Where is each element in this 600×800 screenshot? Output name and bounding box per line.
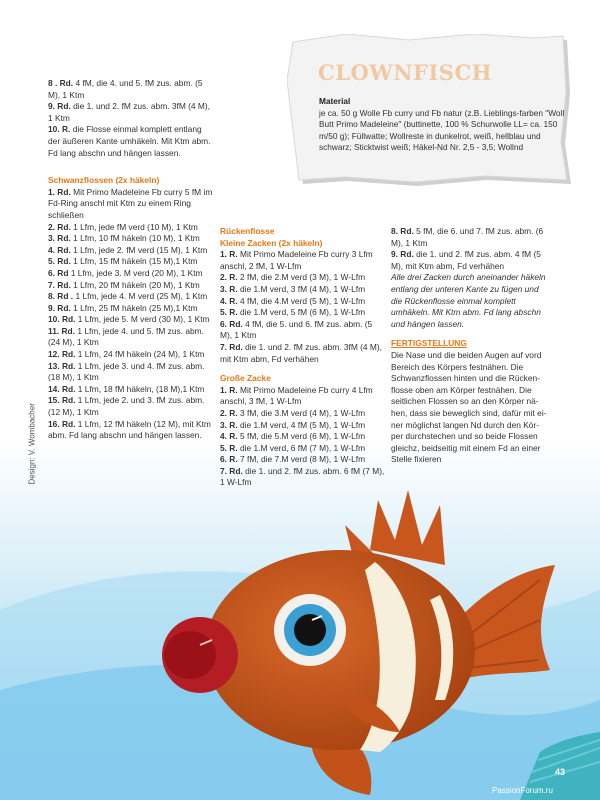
row-line: 5. R. die 1.M verd, 5 fM (6 M), 1 W-Lfm [220, 307, 366, 318]
row-line: 11. Rd. 1 Lfm, jede 4. und 5. fM zus. abm. (24 M), 1 Ktm [48, 325, 204, 348]
row-line: 8 . Rd. 4 fM, die 4. und 5. fM zus. abm. (5 M), 1 Ktm [48, 78, 203, 100]
section-heading-schwanzflossen: Schwanzflossen (2x häkeln) [48, 175, 160, 186]
section-heading-grosse-zacke: Große Zacke [220, 373, 271, 384]
row-line: 2. Rd. 1 Lfm, jede fM verd (10 M), 1 Ktm [48, 221, 198, 232]
row-line: 9. Rd. 1 Lfm, 25 fM häkeln (25 M),1 Ktm [48, 302, 198, 313]
row-line: 4. R. 4 fM, die 4.M verd (5 M), 1 W-Lfm [220, 295, 366, 306]
row-line: 13. Rd. 1 Lfm, jede 3. und 4. fM zus. abm. (18 M), 1 Ktm [48, 360, 205, 383]
row-line: 8. Rd. 5 fM, die 6. und 7. fM zus. abm. (6 M), 1 Ktm [391, 226, 544, 248]
row-line: 2. R. 3 fM, die 3.M verd (4 M), 1 W-Lfm [220, 407, 366, 418]
row-line: 8. Rd . 1 Lfm, jede 4. M verd (25 M), 1 Ktm [48, 291, 208, 302]
column-3 [391, 226, 551, 466]
row-line: 16. Rd. 1 Lfm, 12 fM häkeln (12 M), mit Ktm abm. Fd lang abschn und hängen lassen. [48, 418, 211, 441]
section-heading-rueckenflosse: Rückenflosse [220, 226, 275, 236]
material-heading: Material [319, 96, 351, 106]
row-line: 6. Rd 1 Lfm, jede 3. M verd (20 M), 1 Ktm [48, 267, 203, 278]
row-line: 6. R. 7 fM, die 7.M verd (8 M), 1 W-Lfm [220, 454, 366, 465]
row-line: 5. R. die 1.M verd, 6 fM (7 M), 1 W-Lfm [220, 442, 366, 453]
row-line: 14. Rd. 1 Lfm, 18 fM häkeln, (18 M),1 Ktm [48, 383, 205, 394]
row-line: 1. Rd. Mit Primo Madeleine Fb curry 5 fM im Fd-Ring anschl mit Ktm zu einem Ring schließen [48, 186, 213, 220]
finishing-text: Die Nase und die beiden Augen auf vord Bereich des Körpers festnähen. Die Schwanzflossen hinten und die Rücken-flosse oben am Körper festnähen. Die seitlichen Flossen so an den Körper nä-hen, dass sie beweglich sind, dafür mit ei-ner möglichst langen Nd durch den Kör-per durchstechen und so beide Flossen gleichz, beidseitig mit einem Fd an einer Stelle fixieren [391, 349, 547, 465]
row-line: 6. Rd. 4 fM, die 5. und 6. fM zus. abm. (5 M), 1 Ktm [220, 318, 373, 341]
row-line: 10. R. die Flosse einmal komplett entlang der äußeren Kante umhäkeln. Mit Ktm abm. Fd lang abschn und hängen lassen. [48, 124, 211, 158]
row-line: 2. R. 2 fM, die 2.M verd (3 M), 1 W-Lfm [220, 272, 366, 283]
row-line: 10. Rd. 1 Lfm, jede 5. M verd (30 M), 1 Ktm [48, 314, 210, 325]
clownfish-photo [140, 470, 580, 800]
row-line: 3. R. die 1.M verd, 4 fM (5 M), 1 W-Lfm [220, 419, 366, 430]
row-line: 4. Rd. 1 Lfm, jede 2. fM verd (15 M), 1 Ktm [48, 244, 208, 255]
assembly-note: Alle drei Zacken durch aneinander häkeln entlang der unteren Kante zu fügen und die Rückenflosse einmal komplett umhäkeln. Mit Ktm abm. Fd lang abschn und hängen lassen. [391, 272, 546, 329]
page-number: 43 [555, 767, 566, 777]
design-credit: Design: V. Wombacher [27, 403, 37, 485]
row-line: 3. Rd. 1 Lfm, 10 fM häkeln (10 M), 1 Ktm [48, 233, 200, 244]
material-note [319, 96, 567, 154]
row-line: 3. R. die 1.M verd, 3 fM (4 M), 1 W-Lfm [220, 283, 366, 294]
material-text: je ca. 50 g Wolle Fb curry und Fb natur (z.B. Lieblings-farben "Woll Butt Primo Madeleine" (buttinette, 100 % Schurwolle LL= ca. 150 m/50 g); Füllwatte; Wollreste in dunkelrot, weiß, hellblau und schwarz; Sticktwist weiß; Häkel-Nd Nr. 2,5 - 3,5; Wollnd [319, 107, 565, 153]
row-line: 7. Rd. die 1. und 2. fM zus. abm. 3fM (4 M), mit Ktm abm, Fd verhähen [220, 341, 382, 364]
row-line: 1. R. Mit Primo Madeleine Fb curry 4 Lfm anschl, 3 fM, 1 W-Lfm [220, 384, 373, 407]
page-title: CLOWNFISCH [318, 60, 493, 85]
column-1 [48, 78, 216, 442]
row-line: 4. R. 5 fM, die 5.M verd (6 M), 1 W-Lfm [220, 431, 366, 442]
row-line: 12. Rd. 1 Lfm, 24 fM häkeln (24 M), 1 Ktm [48, 349, 205, 360]
row-line: 9. Rd. die 1. und 2. fM zus. abm. 3fM (4 M), 1 Ktm [48, 101, 210, 123]
watermark: PassionForum.ru [492, 786, 553, 795]
row-line: 15. Rd. 1 Lfm, jede 2. und 3. fM zus. abm. (12 M), 1 Ktm [48, 395, 205, 418]
section-heading-fertigstellung: FERTIGSTELLUNG [391, 338, 467, 349]
section-subheading-kleine-zacken: Kleine Zacken (2x häkeln) [220, 237, 323, 248]
row-line: 5. Rd. 1 Lfm, 15 fM häkeln (15 M),1 Ktm [48, 256, 198, 267]
column-2 [220, 226, 385, 489]
row-line: 7. Rd. die 1. und 2. fM zus. abm. 6 fM (7 M), 1 W-Lfm [220, 465, 385, 488]
row-line: 9. Rd. die 1. und 2. fM zus. abm. 4 fM (5 M), mit Ktm abm, Fd verhähen [391, 249, 541, 271]
row-line: 1. R. Mit Primo Madeleine Fb curry 3 Lfm anschl, 2 fM, 1 W-Lfm [220, 249, 373, 271]
row-line: 7. Rd. 1 Lfm, 20 fM häkeln (20 M), 1 Ktm [48, 279, 200, 290]
